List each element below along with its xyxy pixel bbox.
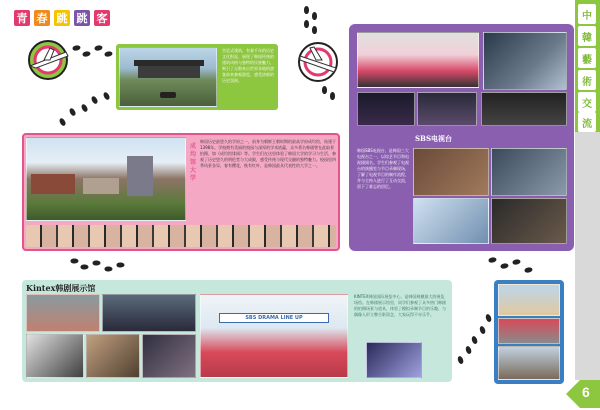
footprint-icon [465, 345, 472, 354]
sbs-screen-photo-2 [417, 92, 477, 126]
sbs-photo-br [491, 148, 567, 196]
palace-photo [119, 47, 217, 107]
sbs-photo-bl [413, 148, 489, 196]
sbs-screen-photo-1 [357, 92, 415, 126]
footprint-icon [94, 45, 103, 51]
university-title: 成均馆大学 [190, 143, 197, 182]
footprint-icon [312, 26, 317, 34]
footprint-icon [81, 265, 89, 270]
title-tile-2: 春 [34, 10, 50, 26]
kintex-photo-3 [26, 334, 84, 378]
footprint-icon [479, 325, 486, 334]
footprint-icon [117, 263, 125, 268]
footprint-icon [330, 92, 335, 100]
sbs-group-photo [357, 32, 479, 88]
sbs-banner: SBS DRAMA LINE UP [219, 313, 329, 323]
kintex-photo-5 [142, 334, 196, 378]
sbs-title: SBS电视台 [415, 134, 453, 143]
footprint-icon [104, 51, 113, 57]
celebrity-strip [26, 225, 336, 247]
footprint-icon [71, 259, 79, 264]
side-tile-4: 術 [578, 70, 596, 90]
footprint-icon [304, 20, 309, 28]
footprint-icon [58, 117, 66, 126]
footprint-icon [72, 45, 81, 51]
sbs-text: 韩国SBS电视台，是韩国三大电视台之一，以综艺节目和电视剧闻名。学生们参观了电视台的演播室与节目录制现场，了解了电视节目的制作流程，并与主持人进行了互动交流，留下了难忘的回忆。 [357, 148, 409, 189]
side-tile-3: 藝 [578, 48, 596, 68]
palace-caption: 宫廷式建筑，有着千年的历史文化积淀，展现了韩国传统的建筑风格与独特的民族魅力，吸引了无数来自世界各地的游客前来参观游览，感受浓郁的历史氛围。 [222, 48, 274, 83]
side-tile-5: 交 [578, 92, 596, 112]
frame-photo-3 [498, 346, 560, 380]
title-tile-3: 跳 [54, 10, 70, 26]
footprint-icon [471, 335, 478, 344]
footprint-icon [457, 355, 464, 364]
sbs-studio-photo [483, 32, 567, 90]
university-panel [22, 133, 340, 251]
title-tile-5: 客 [94, 10, 110, 26]
side-tile-1: 中 [578, 4, 596, 24]
footprint-icon [524, 267, 533, 273]
footprint-icon [485, 313, 492, 322]
kintex-text: KINTEX韩国国际展览中心，是韩国规模最大的展览场馆。在韩剧展示馆里，同学们参观了众多热门韩剧的拍摄场景与道具，体验了模拟录制节目的乐趣，与偶像人形立牌合影留念，大家玩得不亦乐乎。 [354, 294, 446, 317]
footprint-icon [102, 91, 110, 100]
footprint-icon [304, 6, 309, 14]
footprint-icon [512, 259, 521, 265]
sbs-panel [349, 24, 574, 251]
side-tile-2: 韓 [578, 26, 596, 46]
title-tile-1: 青 [14, 10, 30, 26]
page-number: 6 [582, 384, 590, 400]
sbs-photo-bl2 [413, 198, 489, 244]
photo-frame-right [494, 280, 564, 384]
palace-panel [116, 44, 278, 110]
kintex-photo-1 [26, 294, 100, 332]
footprint-icon [312, 12, 317, 20]
sbs-photo-br2 [491, 198, 567, 244]
side-tile-6: 流 [578, 112, 596, 132]
footprint-icon [500, 263, 509, 269]
airplane-icon [26, 38, 70, 82]
university-text: 韩国历史最悠久的学府之一，前身为朝鲜王朝时期的最高学府成均馆，始建于1398年。学校拥有美丽的校园与深厚的学术底蕴，众多著名韩剧曾在此取景拍摄，如《成均馆绯闻》等。学生们在这里体验了韩国大学的学习与生活，参观了历史悠久的明伦堂与大成殿，感受传统与现代交融的独特魅力。校园里四季风景各异，春有樱花，秋有红叶，是韩国最具代表性的大学之一。 [200, 139, 336, 168]
footprint-icon [82, 51, 91, 57]
title-tile-4: 跳 [74, 10, 90, 26]
footprint-icon [68, 107, 76, 116]
footprint-icon [322, 86, 327, 94]
frame-photo-1 [498, 284, 560, 316]
kintex-title: Kintex韩剧展示馆 [26, 283, 96, 293]
kintex-photo-2 [102, 294, 196, 332]
frame-photo-2 [498, 318, 560, 344]
footprint-icon [80, 103, 88, 112]
sbs-control-photo [481, 92, 567, 126]
kintex-panel [22, 280, 452, 382]
footprint-icon [90, 95, 98, 104]
kintex-photo-6 [366, 342, 422, 378]
kintex-group-photo [200, 294, 348, 378]
footprint-icon [93, 261, 101, 266]
airplane-icon [296, 40, 340, 84]
kintex-photo-4 [86, 334, 140, 378]
footprint-icon [488, 257, 497, 263]
footprint-icon [105, 267, 113, 272]
campus-photo [26, 137, 186, 221]
